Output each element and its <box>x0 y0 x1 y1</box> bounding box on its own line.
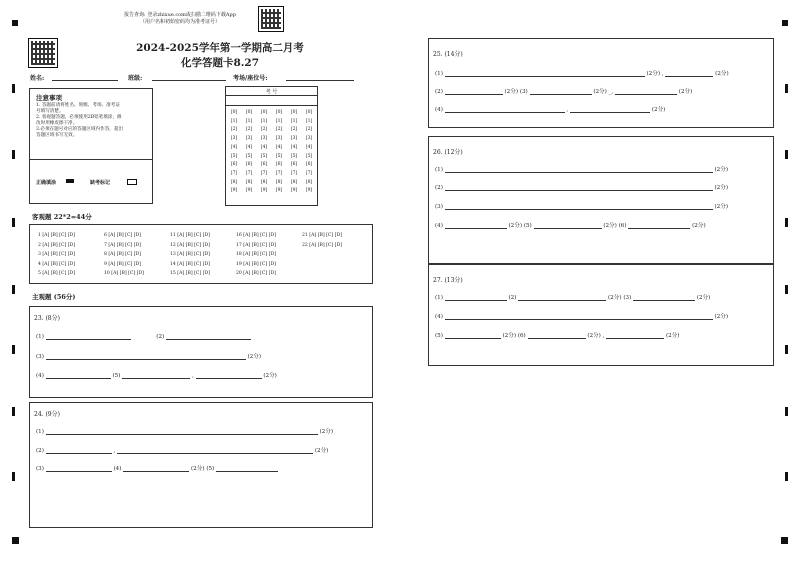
answer-blank[interactable] <box>46 333 131 340</box>
choice-row[interactable]: 9 [A] [B] [C] [D] <box>104 261 141 267</box>
registration-mark <box>12 20 18 26</box>
separator: , <box>661 71 664 77</box>
digit-bubble[interactable]: [2] <box>245 127 253 133</box>
part-label: (1) <box>36 334 44 340</box>
timing-mark <box>12 218 15 227</box>
score-label: (2分) <box>247 354 262 360</box>
answer-blank[interactable] <box>628 222 690 229</box>
answer-row <box>36 446 328 454</box>
choice-row[interactable]: 7 [A] [B] [C] [D] <box>104 242 141 248</box>
registration-mark <box>12 537 19 544</box>
score-label: (2分) <box>678 89 693 95</box>
digit-bubble[interactable]: [2] <box>275 127 283 133</box>
question-27-box <box>428 264 774 366</box>
timing-mark <box>785 407 788 416</box>
answer-blank[interactable] <box>445 106 565 113</box>
part-label: (4) <box>435 107 443 113</box>
digit-bubble[interactable]: [3] <box>305 136 313 142</box>
notice-box <box>29 88 153 204</box>
digit-bubble[interactable]: [1] <box>305 118 313 124</box>
digit-column[interactable] <box>243 109 255 196</box>
answer-row <box>435 165 728 173</box>
timing-mark <box>785 285 788 294</box>
choice-row[interactable]: 2 [A] [B] [C] [D] <box>38 242 75 248</box>
name-label: 姓名: <box>30 75 45 82</box>
digit-bubble[interactable]: [9] <box>230 188 238 194</box>
timing-mark <box>12 285 15 294</box>
choice-row[interactable]: 18 [A] [B] [C] [D] <box>236 252 276 257</box>
digit-bubble[interactable]: [5] <box>290 153 298 159</box>
digit-bubble[interactable]: [6] <box>275 162 283 168</box>
score-label: (2分) <box>319 429 334 435</box>
digit-bubble[interactable]: [3] <box>230 136 238 142</box>
objective-heading: 客观题 22*2=44分 <box>32 213 92 221</box>
choice-row[interactable]: 21 [A] [B] [C] [D] <box>302 233 342 238</box>
qr-code-icon <box>28 38 58 68</box>
score-label: (2分) <box>263 373 277 379</box>
choice-row[interactable]: 14 [A] [B] [C] [D] <box>170 261 210 267</box>
question-24-box <box>29 402 373 528</box>
score-label: (2分) <box>715 71 729 77</box>
score-label: (2分) <box>593 89 607 95</box>
digit-bubble[interactable]: [0] <box>290 110 298 115</box>
question-title: 27. (13分) <box>433 277 463 284</box>
digit-bubble[interactable]: [5] <box>275 153 283 159</box>
part-label: (1) <box>435 71 443 77</box>
digit-bubble[interactable]: [6] <box>245 162 253 168</box>
correct-fill-label: 正确填涂 <box>36 180 57 186</box>
digit-bubble[interactable]: [1] <box>230 118 238 124</box>
answer-blank[interactable] <box>518 294 606 301</box>
exam-number-grid <box>225 86 318 206</box>
answer-row <box>435 221 706 229</box>
separator: , <box>113 448 116 454</box>
answer-blank[interactable] <box>445 313 713 320</box>
answer-blank[interactable] <box>445 294 507 301</box>
digit-bubble[interactable]: [5] <box>305 153 313 159</box>
class-label: 班级: <box>128 75 143 82</box>
objective-column <box>236 231 276 279</box>
score-label: (2分) <box>191 466 205 472</box>
notice-item: 答题区域书写无效。 <box>36 133 78 138</box>
part-label: (5) <box>112 373 121 379</box>
part-label: (4) <box>113 466 122 472</box>
digit-bubble[interactable]: [2] <box>305 127 313 133</box>
choice-row[interactable]: 10 [A] [B] [C] [D] <box>104 271 144 276</box>
digit-column[interactable] <box>258 109 270 196</box>
digit-bubble[interactable]: [1] <box>290 118 298 124</box>
answer-blank[interactable] <box>46 465 112 472</box>
timing-mark <box>12 84 15 93</box>
answer-blank[interactable] <box>46 353 246 360</box>
score-label: (2分) <box>665 333 680 339</box>
room-seat-label: 考场/座位号: <box>233 75 268 82</box>
choice-row[interactable]: 1 [A] [B] [C] [D] <box>38 233 75 238</box>
answer-row <box>36 464 278 472</box>
digit-bubble[interactable]: [2] <box>260 127 268 133</box>
timing-mark <box>12 472 15 481</box>
choice-row[interactable]: 3 [A] [B] [C] [D] <box>38 252 75 257</box>
digit-column[interactable] <box>273 109 285 196</box>
digit-bubble[interactable]: [6] <box>260 162 268 168</box>
choice-row[interactable]: 16 [A] [B] [C] [D] <box>236 233 276 238</box>
answer-blank[interactable] <box>633 294 695 301</box>
answer-row <box>435 202 728 210</box>
digit-bubble[interactable]: [7] <box>245 170 253 176</box>
part-label: (2) <box>508 295 517 301</box>
timing-mark <box>12 407 15 416</box>
choice-row[interactable]: 20 [A] [B] [C] [D] <box>236 271 276 276</box>
answer-blank[interactable] <box>445 88 503 95</box>
score-label: (2分) <box>714 185 729 191</box>
digit-bubble[interactable]: [8] <box>275 179 283 185</box>
question-title: 23. (8分) <box>34 315 60 322</box>
missing-mark-label: 缺考标记 <box>90 180 111 186</box>
digit-bubble[interactable]: [3] <box>275 136 283 142</box>
class-field[interactable] <box>152 80 226 81</box>
digit-bubble[interactable]: [5] <box>245 153 253 159</box>
digit-bubble[interactable]: [6] <box>305 162 313 168</box>
question-title: 25. (14分) <box>433 51 463 58</box>
answer-blank[interactable] <box>606 332 664 339</box>
answer-blank[interactable] <box>445 222 507 229</box>
correct-fill-sample <box>66 179 74 183</box>
part-label: (3) <box>435 204 443 210</box>
digit-bubble[interactable]: [4] <box>260 144 268 150</box>
choice-row[interactable]: 6 [A] [B] [C] [D] <box>104 233 141 238</box>
digit-bubble[interactable]: [4] <box>245 144 253 150</box>
answer-blank[interactable] <box>216 465 278 472</box>
answer-row <box>435 293 710 301</box>
question-25-box <box>428 38 774 128</box>
choice-row[interactable]: 5 [A] [B] [C] [D] <box>38 271 75 276</box>
part-label: (2) <box>435 185 443 191</box>
digit-column[interactable] <box>303 109 315 196</box>
answer-row <box>435 312 728 320</box>
objective-box <box>29 224 373 284</box>
digit-bubble[interactable]: [4] <box>275 144 283 150</box>
exam-number-heading: 考 号 <box>265 89 278 95</box>
part-label: (3) <box>519 89 528 95</box>
separator: , <box>566 107 569 113</box>
part-label: (1) <box>435 167 443 173</box>
part-label: (4) <box>435 223 443 229</box>
digit-bubble[interactable]: [0] <box>260 110 268 115</box>
part-label: (5) <box>523 223 532 229</box>
answer-blank[interactable] <box>445 203 713 210</box>
choice-row[interactable]: 22 [A] [B] [C] [D] <box>302 242 342 248</box>
answer-blank[interactable] <box>445 184 713 191</box>
timing-mark <box>785 345 788 354</box>
notice-item: 号填写清楚。 <box>36 109 64 114</box>
part-label: (3) <box>623 295 632 301</box>
digit-bubble[interactable]: [7] <box>305 170 313 176</box>
part-label: (2) <box>435 89 443 95</box>
score-label: (2分) <box>692 223 706 229</box>
part-label: (1) <box>435 295 443 301</box>
part-label: (4) <box>435 314 443 320</box>
choice-row[interactable]: 15 [A] [B] [C] [D] <box>170 271 210 276</box>
digit-bubble[interactable]: [7] <box>290 170 298 176</box>
part-label: (2) <box>156 334 165 340</box>
title-line2: 化学答题卡8.27 <box>180 57 260 69</box>
digit-bubble[interactable]: [9] <box>245 188 253 194</box>
digit-bubble[interactable]: [3] <box>260 136 268 142</box>
digit-bubble[interactable]: [8] <box>230 179 238 185</box>
timing-mark <box>12 150 15 159</box>
digit-bubble[interactable]: [9] <box>290 188 298 194</box>
choice-row[interactable]: 17 [A] [B] [C] [D] <box>236 242 276 248</box>
part-label: (3) <box>36 354 44 360</box>
answer-blank[interactable] <box>530 88 592 95</box>
digit-bubble[interactable]: [8] <box>290 179 298 185</box>
digit-bubble[interactable]: [9] <box>260 188 268 194</box>
room-seat-field[interactable] <box>286 80 354 81</box>
exam-number-write-row <box>226 95 317 106</box>
separator: , <box>192 373 194 379</box>
digit-bubble[interactable]: [6] <box>290 162 298 168</box>
page-title <box>120 40 320 70</box>
digit-bubble[interactable]: [9] <box>275 188 283 194</box>
qr-code-icon[interactable] <box>258 6 284 32</box>
report-note-line1: 报告查询: 登录zhixue.com或扫描二维码下载App <box>124 12 236 18</box>
answer-row <box>435 183 728 191</box>
digit-bubble[interactable]: [3] <box>290 136 298 142</box>
separator: _, <box>608 89 614 95</box>
part-label: (2) <box>36 448 44 454</box>
digit-bubble[interactable]: [2] <box>230 127 238 133</box>
digit-bubble[interactable]: [5] <box>260 153 268 159</box>
choice-row[interactable]: 4 [A] [B] [C] [D] <box>38 261 75 267</box>
question-title: 26. (12分) <box>433 149 463 156</box>
part-label: (5) <box>206 466 215 472</box>
digit-bubble[interactable]: [0] <box>230 110 238 115</box>
subjective-heading: 主观题 (56分) <box>32 293 76 301</box>
notice-divider <box>30 159 152 160</box>
digit-bubble[interactable]: [0] <box>305 110 313 115</box>
answer-blank[interactable] <box>117 447 313 454</box>
digit-bubble[interactable]: [8] <box>305 179 313 185</box>
part-label: (1) <box>36 429 44 435</box>
answer-blank[interactable] <box>46 447 112 454</box>
objective-column <box>302 231 342 250</box>
notice-item: 1. 答题前请将姓名、班级、考场、准考证 <box>36 103 120 108</box>
answer-blank[interactable] <box>534 222 602 229</box>
answer-blank[interactable] <box>445 70 645 77</box>
answer-blank[interactable] <box>46 428 318 435</box>
digit-bubble[interactable]: [0] <box>275 110 283 115</box>
digit-bubble[interactable]: [1] <box>245 118 253 124</box>
digit-bubble[interactable]: [4] <box>290 144 298 150</box>
choice-row[interactable]: 8 [A] [B] [C] [D] <box>104 252 141 257</box>
objective-column <box>38 231 75 279</box>
digit-bubble[interactable]: [7] <box>260 170 268 176</box>
part-label: (3) <box>36 466 44 472</box>
answer-blank[interactable] <box>665 70 713 77</box>
score-label: (2分) <box>608 295 622 301</box>
digit-bubble[interactable]: [8] <box>260 179 268 185</box>
digit-bubble[interactable]: [1] <box>260 118 268 124</box>
score-label: (2分) <box>502 333 517 339</box>
digit-bubble[interactable]: [5] <box>230 153 238 159</box>
timing-mark <box>785 150 788 159</box>
timing-mark <box>12 345 15 354</box>
score-label: (2分) <box>651 107 666 113</box>
report-note-line2: （用户名和初始密码均为准考证号） <box>139 19 220 25</box>
digit-bubble[interactable]: [4] <box>230 144 238 150</box>
digit-bubble[interactable]: [7] <box>230 170 238 176</box>
digit-column[interactable] <box>288 109 300 196</box>
score-label: (2分) <box>714 167 729 173</box>
timing-mark <box>785 218 788 227</box>
answer-blank[interactable] <box>615 88 677 95</box>
choice-row[interactable]: 13 [A] [B] [C] [D] <box>170 252 210 257</box>
answer-row <box>435 105 665 113</box>
answer-row <box>36 352 261 360</box>
notice-item: 2. 客观题答题，必须使用2B铅笔填涂，修 <box>36 115 122 120</box>
objective-column <box>104 231 144 279</box>
answer-blank[interactable] <box>122 372 190 379</box>
question-26-box <box>428 136 774 264</box>
part-label: (4) <box>36 373 44 379</box>
score-label: (2分) <box>714 314 729 320</box>
answer-row <box>435 331 680 339</box>
notice-item: 3.必须在题号对应的答题区域内作答，超出 <box>36 127 124 132</box>
notice-item: 改时用橡皮擦干净。 <box>36 121 78 126</box>
answer-row <box>36 333 251 340</box>
notice-heading: 注意事项 <box>36 94 62 102</box>
report-note <box>110 12 250 26</box>
answer-blank[interactable] <box>123 465 189 472</box>
digit-bubble[interactable]: [4] <box>305 144 313 150</box>
timing-mark <box>785 84 788 93</box>
question-23-box <box>29 306 373 398</box>
name-field[interactable] <box>52 80 118 81</box>
digit-bubble[interactable]: [6] <box>230 162 238 168</box>
part-label: (6) <box>517 333 526 339</box>
score-label: (2分) <box>587 333 601 339</box>
digit-bubble[interactable]: [2] <box>290 127 298 133</box>
score-label: (2分) <box>504 89 519 95</box>
choice-row[interactable]: 11 [A] [B] [C] [D] <box>170 233 210 238</box>
digit-bubble[interactable]: [3] <box>245 136 253 142</box>
answer-blank[interactable] <box>166 333 251 340</box>
answer-row <box>36 427 333 435</box>
score-label: (2分) <box>314 448 329 454</box>
digit-bubble[interactable]: [9] <box>305 188 313 194</box>
answer-row <box>36 371 277 379</box>
registration-mark <box>781 537 788 544</box>
part-label: (6) <box>618 223 627 229</box>
digit-bubble[interactable]: [0] <box>245 110 253 115</box>
separator: , <box>602 333 605 339</box>
choice-row[interactable]: 19 [A] [B] [C] [D] <box>236 261 276 267</box>
score-label: (2分) <box>646 71 661 77</box>
score-label: (2分) <box>714 204 729 210</box>
answer-blank[interactable] <box>570 106 650 113</box>
notice-items <box>36 103 148 139</box>
digit-bubble[interactable]: [1] <box>275 118 283 124</box>
answer-blank[interactable] <box>445 332 501 339</box>
answer-row <box>435 87 692 95</box>
registration-mark <box>782 20 788 26</box>
objective-column <box>170 231 210 279</box>
digit-bubble[interactable]: [7] <box>275 170 283 176</box>
answer-blank[interactable] <box>445 166 713 173</box>
digit-column[interactable] <box>228 109 240 196</box>
timing-mark <box>785 472 788 481</box>
score-label: (2分) <box>696 295 711 301</box>
score-label: (2分) <box>603 223 617 229</box>
question-title: 24. (9分) <box>34 411 60 418</box>
answer-blank[interactable] <box>528 332 586 339</box>
answer-blank[interactable] <box>196 372 262 379</box>
missing-mark-box[interactable] <box>127 179 137 185</box>
score-label: (2分) <box>508 223 523 229</box>
answer-row <box>435 69 729 77</box>
answer-blank[interactable] <box>46 372 111 379</box>
part-label: (5) <box>435 333 443 339</box>
digit-bubble[interactable]: [8] <box>245 179 253 185</box>
choice-row[interactable]: 12 [A] [B] [C] [D] <box>170 242 210 248</box>
title-line1: 2024-2025学年第一学期高二月考 <box>136 42 304 54</box>
